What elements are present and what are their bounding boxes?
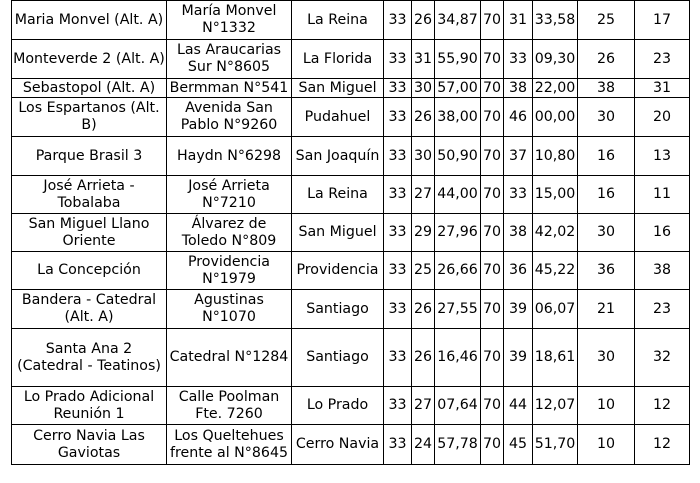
table-row <box>12 137 690 176</box>
value-cell: 07,64 <box>435 387 481 425</box>
site-name-cell: José Arrieta - Tobalaba <box>12 176 167 214</box>
value-cell: 31 <box>635 79 690 98</box>
value-cell: 57,00 <box>435 79 481 98</box>
value-cell: 39 <box>504 290 533 329</box>
value-cell: 06,07 <box>533 290 578 329</box>
value-cell: 33,58 <box>533 1 578 40</box>
value-cell: 70 <box>481 79 504 98</box>
site-name-cell: Monteverde 2 (Alt. A) <box>12 40 167 79</box>
value-cell: 10 <box>578 387 635 425</box>
value-cell: 27 <box>412 176 435 214</box>
commune-cell: Pudahuel <box>292 98 384 137</box>
value-cell: 26 <box>412 98 435 137</box>
value-cell: 70 <box>481 40 504 79</box>
value-cell: 70 <box>481 387 504 425</box>
value-cell: 70 <box>481 425 504 465</box>
value-cell: 24 <box>412 425 435 465</box>
value-cell: 33 <box>384 329 412 387</box>
value-cell: 00,00 <box>533 98 578 137</box>
commune-cell: La Florida <box>292 40 384 79</box>
value-cell: 16 <box>635 214 690 252</box>
value-cell: 27 <box>412 387 435 425</box>
commune-cell: Santiago <box>292 329 384 387</box>
value-cell: 38 <box>504 79 533 98</box>
value-cell: 30 <box>412 79 435 98</box>
value-cell: 70 <box>481 252 504 290</box>
value-cell: 36 <box>578 252 635 290</box>
table-row <box>12 329 690 387</box>
site-name-cell: Cerro Navia Las Gaviotas <box>12 425 167 465</box>
value-cell: 44,00 <box>435 176 481 214</box>
value-cell: 33 <box>384 387 412 425</box>
value-cell: 33 <box>504 40 533 79</box>
commune-cell: La Reina <box>292 1 384 40</box>
value-cell: 16 <box>578 137 635 176</box>
value-cell: 70 <box>481 98 504 137</box>
commune-cell: San Miguel <box>292 214 384 252</box>
value-cell: 23 <box>635 40 690 79</box>
table-row <box>12 40 690 79</box>
address-cell: Agustinas N°1070 <box>167 290 292 329</box>
value-cell: 34,87 <box>435 1 481 40</box>
value-cell: 26 <box>412 1 435 40</box>
value-cell: 29 <box>412 214 435 252</box>
commune-cell: La Reina <box>292 176 384 214</box>
value-cell: 33 <box>384 98 412 137</box>
commune-cell: Cerro Navia <box>292 425 384 465</box>
value-cell: 36 <box>504 252 533 290</box>
value-cell: 33 <box>384 425 412 465</box>
address-cell: Catedral N°1284 <box>167 329 292 387</box>
site-name-cell: Maria Monvel (Alt. A) <box>12 1 167 40</box>
value-cell: 42,02 <box>533 214 578 252</box>
value-cell: 50,90 <box>435 137 481 176</box>
value-cell: 51,70 <box>533 425 578 465</box>
value-cell: 20 <box>635 98 690 137</box>
value-cell: 37 <box>504 137 533 176</box>
value-cell: 33 <box>384 137 412 176</box>
table-row <box>12 79 690 98</box>
value-cell: 12 <box>635 387 690 425</box>
value-cell: 38 <box>635 252 690 290</box>
value-cell: 27,55 <box>435 290 481 329</box>
value-cell: 46 <box>504 98 533 137</box>
value-cell: 12 <box>635 425 690 465</box>
value-cell: 10,80 <box>533 137 578 176</box>
value-cell: 32 <box>635 329 690 387</box>
value-cell: 30 <box>412 137 435 176</box>
value-cell: 70 <box>481 329 504 387</box>
value-cell: 25 <box>578 1 635 40</box>
value-cell: 33 <box>384 252 412 290</box>
address-cell: José Arrieta N°7210 <box>167 176 292 214</box>
value-cell: 45 <box>504 425 533 465</box>
value-cell: 38 <box>578 79 635 98</box>
address-cell: Álvarez de Toledo N°809 <box>167 214 292 252</box>
value-cell: 30 <box>578 329 635 387</box>
commune-cell: Santiago <box>292 290 384 329</box>
value-cell: 70 <box>481 214 504 252</box>
table-row <box>12 290 690 329</box>
value-cell: 17 <box>635 1 690 40</box>
value-cell: 21 <box>578 290 635 329</box>
value-cell: 11 <box>635 176 690 214</box>
value-cell: 33 <box>384 214 412 252</box>
table-row <box>12 98 690 137</box>
value-cell: 31 <box>412 40 435 79</box>
site-name-cell: Parque Brasil 3 <box>12 137 167 176</box>
value-cell: 15,00 <box>533 176 578 214</box>
value-cell: 38 <box>504 214 533 252</box>
address-cell: Haydn N°6298 <box>167 137 292 176</box>
value-cell: 26,66 <box>435 252 481 290</box>
value-cell: 18,61 <box>533 329 578 387</box>
table-row <box>12 214 690 252</box>
site-name-cell: Sebastopol (Alt. A) <box>12 79 167 98</box>
value-cell: 33 <box>384 1 412 40</box>
value-cell: 10 <box>578 425 635 465</box>
address-cell: Los Queltehues frente al N°8645 <box>167 425 292 465</box>
site-name-cell: Lo Prado Adicional Reunión 1 <box>12 387 167 425</box>
value-cell: 70 <box>481 1 504 40</box>
value-cell: 16 <box>578 176 635 214</box>
value-cell: 27,96 <box>435 214 481 252</box>
value-cell: 09,30 <box>533 40 578 79</box>
commune-cell: Lo Prado <box>292 387 384 425</box>
value-cell: 33 <box>504 176 533 214</box>
sites-table <box>11 0 690 465</box>
site-name-cell: Santa Ana 2 (Catedral - Teatinos) <box>12 329 167 387</box>
value-cell: 57,78 <box>435 425 481 465</box>
value-cell: 16,46 <box>435 329 481 387</box>
value-cell: 33 <box>384 40 412 79</box>
value-cell: 12,07 <box>533 387 578 425</box>
value-cell: 23 <box>635 290 690 329</box>
address-cell: Calle Poolman Fte. 7260 <box>167 387 292 425</box>
address-cell: Las Araucarias Sur N°8605 <box>167 40 292 79</box>
commune-cell: San Miguel <box>292 79 384 98</box>
value-cell: 26 <box>412 290 435 329</box>
table-row <box>12 252 690 290</box>
value-cell: 33 <box>384 176 412 214</box>
value-cell: 22,00 <box>533 79 578 98</box>
commune-cell: San Joaquín <box>292 137 384 176</box>
commune-cell: Providencia <box>292 252 384 290</box>
address-cell: Bermman N°541 <box>167 79 292 98</box>
site-name-cell: La Concepción <box>12 252 167 290</box>
value-cell: 70 <box>481 137 504 176</box>
value-cell: 13 <box>635 137 690 176</box>
value-cell: 33 <box>384 79 412 98</box>
value-cell: 70 <box>481 176 504 214</box>
table-row <box>12 176 690 214</box>
address-cell: Providencia N°1979 <box>167 252 292 290</box>
value-cell: 70 <box>481 290 504 329</box>
value-cell: 38,00 <box>435 98 481 137</box>
value-cell: 44 <box>504 387 533 425</box>
value-cell: 26 <box>578 40 635 79</box>
value-cell: 39 <box>504 329 533 387</box>
value-cell: 26 <box>412 329 435 387</box>
table-row <box>12 1 690 40</box>
value-cell: 45,22 <box>533 252 578 290</box>
site-name-cell: Bandera - Catedral (Alt. A) <box>12 290 167 329</box>
table-row <box>12 387 690 425</box>
table-row <box>12 425 690 465</box>
value-cell: 30 <box>578 98 635 137</box>
value-cell: 55,90 <box>435 40 481 79</box>
address-cell: Avenida San Pablo N°9260 <box>167 98 292 137</box>
value-cell: 33 <box>384 290 412 329</box>
site-name-cell: San Miguel Llano Oriente <box>12 214 167 252</box>
value-cell: 30 <box>578 214 635 252</box>
address-cell: María Monvel N°1332 <box>167 1 292 40</box>
value-cell: 25 <box>412 252 435 290</box>
site-name-cell: Los Espartanos (Alt. B) <box>12 98 167 137</box>
value-cell: 31 <box>504 1 533 40</box>
